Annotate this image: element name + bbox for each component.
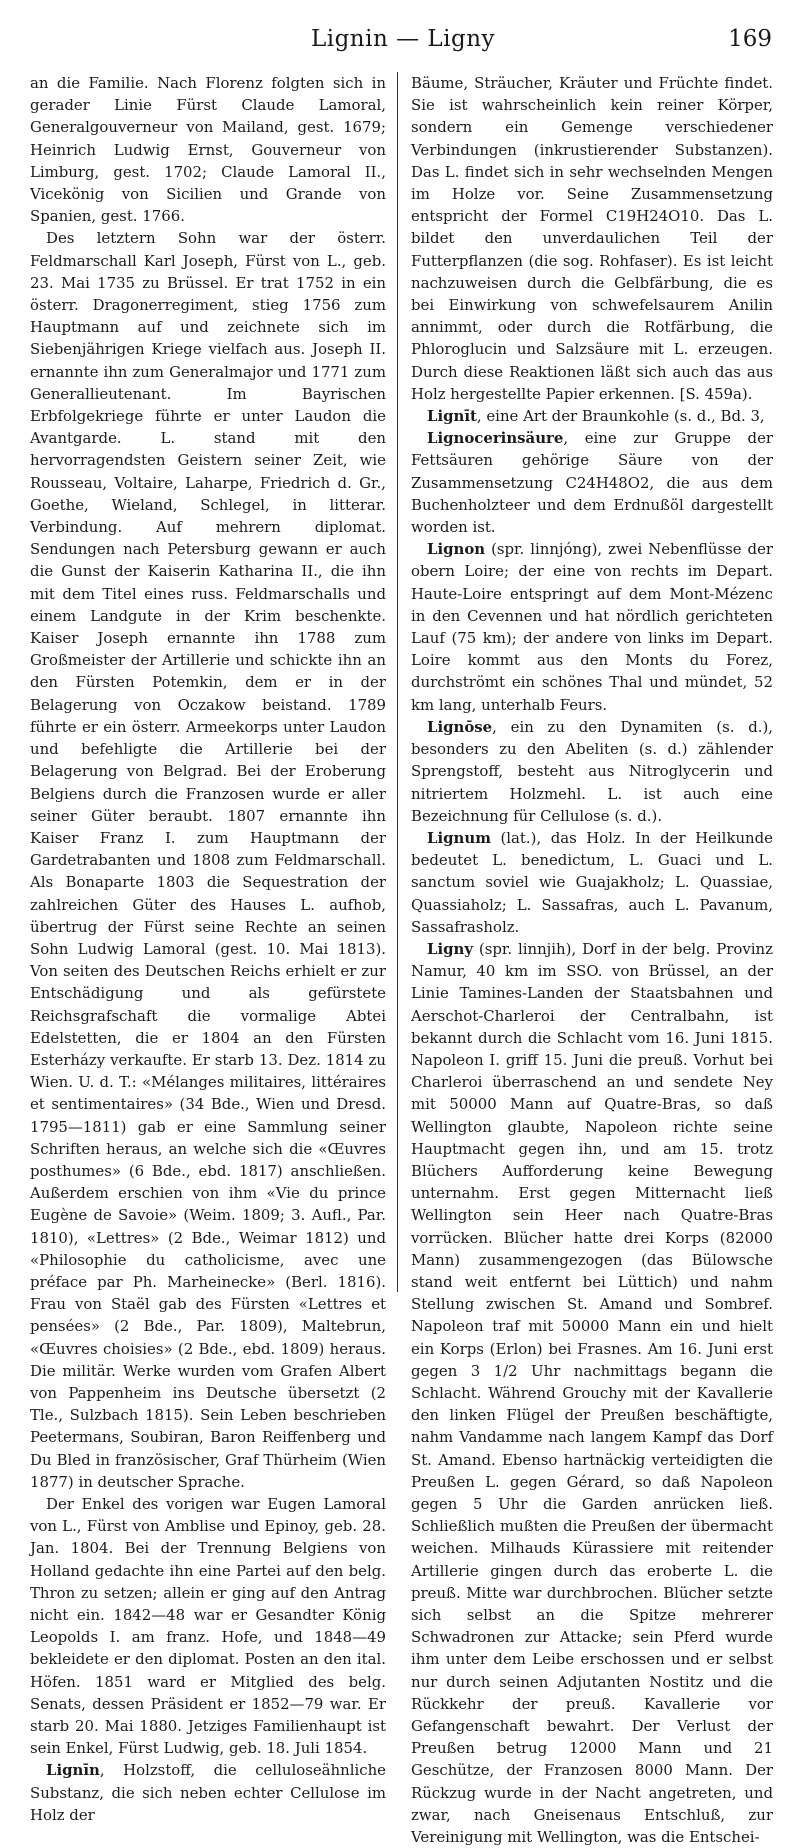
left-column bbox=[30, 72, 386, 1826]
entry-lignocerinsaeure bbox=[411, 427, 773, 538]
headword-lignit: Lignīt bbox=[427, 407, 477, 426]
headword-lignin: Lignīn bbox=[46, 1761, 100, 1780]
headword-lignon: Lignon bbox=[427, 540, 486, 559]
running-head: Lignin — Ligny bbox=[310, 26, 496, 52]
column-divider bbox=[397, 72, 398, 1292]
entry-ligny bbox=[411, 938, 773, 1848]
entry-lignum-text: (lat.), das Holz. In der Heilkunde bedeutet L. benedictum, L. Guaci und L. sanctum soviel wie Guajakholz; L. Quassiae, Quassiaholz; L. Sassafras, auch L. Pavanum, Sassafrasholz. bbox=[411, 828, 773, 936]
entry-lignon bbox=[411, 538, 773, 716]
headword-lignocerinsaeure: Lignocerinsäure bbox=[427, 429, 564, 448]
paragraph-karl-joseph: Des letztern Sohn war der österr. Feldmarschall Karl Joseph, Fürst von L., geb. 23. Mai 1735 zu Brüssel. Er trat 1752 in ein österr. Dragonerregiment, stieg 1756 zum Hauptmann auf und zeichnete sich im Siebenjährigen Kriege vielfach aus. Joseph II. ernannte ihn zum Generalmajor und 1771 zum Generallieutenant. Im Bayrischen Erbfolgekriege führte er unter Laudon die Avantgarde. L. stand mit den hervorragendsten Geistern seiner Zeit, wie Rousseau, Voltaire, Laharpe, Friedrich d. Gr., Goethe, Wieland, Schlegel, in litterar. Verbindung. Auf mehrern diplomat. Sendungen nach Petersburg gewann er auch die Gunst der Kaiserin Katharina II., die ihn mit dem Titel eines russ. Feldmarschalls und einem Landgute in der Krim beschenkte. Kaiser Joseph ernannte ihn 1788 zum Großmeister der Artillerie und schickte ihn an den Fürsten Potemkin, dem er in der Belagerung von Oczakow beistand. 1789 führte er ein österr. Armeekorps unter Laudon und befehligte die Artillerie bei der Belagerung von Belgrad. Bei der Eroberung Belgiens durch die Franzosen wurde er aller seiner Güter beraubt. 1807 ernannte ihn Kaiser Franz I. zum Hauptmann der Gardetrabanten und 1808 zum Feldmarschall. Als Bonaparte 1803 die Sequestration der zahlreichen Güter des Hauses L. aufhob, übertrug der Fürst seine Rechte an seinen Sohn Ludwig Lamoral (gest. 10. Mai 1813). Von seiten des Deutschen Reichs erhielt er zur Entschädigung und als gefürstete Reichsgrafschaft die vormalige Abtei Edelstetten, die er 1804 an den Fürsten Esterházy verkaufte. Er starb 13. Dez. 1814 zu Wien. U. d. T.: «Mélanges militaires, littéraires et sentimentaires» (34 Bde., Wien und Dresd. 1795—1811) gab er eine Sammlung seiner Schriften heraus, an welche sich die «Œuvres posthumes» (6 Bde., ebd. 1817) anschließen. Außerdem erschien von ihm «Vie du prince Eugène de Savoie» (Weim. 1809; 3. Aufl., Par. 1810), «Lettres» (2 Bde., Weimar 1812) und «Philosophie du catholicisme, avec une préface par Ph. Marheinecke» (Berl. 1816). Frau von Staël gab des Fürsten «Lettres et pensées» (2 Bde., Par. 1809), Maltebrun, «Œuvres choisies» (2 Bde., ebd. 1809) heraus. Die militär. Werke wurden vom Grafen Albert von Pappenheim ins Deutsche übersetzt (2 Tle., Sulzbach 1815). Sein Leben beschrieben Peetermans, Soubiran, Baron Reiffenberg und Du Bled in französischer, Graf Thürheim (Wien 1877) in deutscher Sprache. bbox=[30, 229, 386, 1491]
paragraph-family-succession: an die Familie. Nach Florenz folgten sich in gerader Linie Fürst Claude Lamoral, Generalgouverneur von Mailand, gest. 1679; Heinrich Ludwig Ernst, Gouverneur von Limburg, gest. 1702; Claude Lamoral II., Vicekönig von Sicilien und Grande von Spanien, gest. 1766. bbox=[30, 74, 386, 226]
entry-lignit bbox=[411, 405, 773, 427]
paragraph-eugen-lamoral: Der Enkel des vorigen war Eugen Lamoral von L., Fürst von Amblise und Epinoy, geb. 28. Jan. 1804. Bei der Trennung Belgiens von Holland gedachte ihn eine Partei auf den belg. Thron zu setzen; allein er ging auf den Antrag nicht ein. 1842—48 war er Gesandter König Leopolds I. am franz. Hofe, und 1848—49 bekleidete er den diplomat. Posten an den ital. Höfen. 1851 ward er Mitglied des belg. Senats, dessen Präsident er 1852—79 war. Er starb 20. Mai 1880. Jetziges Familienhaupt ist sein Enkel, Fürst Ludwig, geb. 18. Juli 1854. bbox=[30, 1495, 386, 1758]
entry-lignocerinsaeure-text: , eine zur Gruppe der Fettsäuren gehörige Säure von der Zusammensetzung C24H48O2, die aus dem Buchenholzteer und dem Erdnußöl dargestellt worden ist. bbox=[411, 429, 773, 537]
page-number: 169 bbox=[728, 26, 772, 52]
entry-lignum bbox=[411, 827, 773, 938]
right-column bbox=[411, 72, 773, 1848]
entry-lignose bbox=[411, 716, 773, 827]
page-header bbox=[34, 26, 772, 60]
entry-lignin-text: , Holzstoff, die celluloseähnliche Substanz, die sich neben echter Cellulose im Holz der bbox=[30, 1761, 386, 1824]
headword-lignose: Lignōse bbox=[427, 717, 493, 736]
entry-lignin-continued: Bäume, Sträucher, Kräuter und Früchte findet. Sie ist wahrscheinlich kein reiner Körper, sondern ein Gemenge verschiedener Verbindungen (inkrustierender Substanzen). Das L. findet sich in sehr wechselnden Mengen im Holze vor. Seine Zusammensetzung entspricht der Formel C19H24O10. Das L. bildet den unverdaulichen Teil der Futterpflanzen (die sog. Rohfaser). Es ist leicht nachzuweisen durch die Gelbfärbung, die es bei Einwirkung von schwefelsaurem Anilin annimmt, oder durch die Rotfärbung, die Phloroglucin und Salzsäure mit L. erzeugen. Durch diese Reaktionen läßt sich auch das aus Holz hergestellte Papier erkennen. [S. 459a). bbox=[411, 74, 773, 403]
entry-lignose-text: , ein zu den Dynamiten (s. d.), besonders zu den Abeliten (s. d.) zählender Sprengstoff, besteht aus Nitroglycerin und nitriertem Holzmehl. L. ist auch eine Bezeichnung für Cellulose (s. d.). bbox=[411, 717, 773, 825]
entry-lignin bbox=[30, 1759, 386, 1826]
headword-ligny: Ligny bbox=[427, 939, 474, 958]
entry-ligny-text: (spr. linnjih), Dorf in der belg. Provinz Namur, 40 km im SSO. von Brüssel, an der Linie Tamines-Landen der Staatsbahnen und Aerschot-Charleroi der Centralbahn, ist bekannt durch die Schlacht vom 16. Juni 1815. Napoleon I. griff 15. Juni die preuß. Vorhut bei Charleroi überraschend an und sendete Ney mit 50000 Mann auf Quatre-Bras, so daß Wellington glaubte, Napoleon richte seine Hauptmacht gegen ihn, und am 15. trotz Blüchers Aufforderung keine Bewegung unternahm. Erst gegen Mitternacht ließ Wellington sein Heer nach Quatre-Bras vorrücken. Blücher hatte drei Korps (82000 Mann) zusammengezogen (das Bülowsche stand weit entfernt bei Lüttich) und nahm Stellung zwischen St. Amand und Sombref. Napoleon traf mit 50000 Mann ein und hielt ein Korps (Erlon) bei Frasnes. Am 16. Juni erst gegen 3 1/2 Uhr nachmittags begann die Schlacht. Während Grouchy mit der Kavallerie den linken Flügel der Preußen beschäftigte, nahm Vandamme nach langem Kampf das Dorf St. Amand. Ebenso hartnäckig verteidigten die Preußen L. gegen Gérard, so daß Napoleon gegen 5 Uhr die Garden anrücken ließ. Schließlich mußten die Preußen der übermacht weichen. Milhauds Kürassiere mit reitender Artillerie gingen durch das eroberte L. die preuß. Mitte war durchbrochen. Blücher setzte sich selbst an die Spitze mehrerer Schwadronen zur Attacke; sein Pferd wurde ihm unter dem Leibe erschossen und er selbst nur durch seinen Adjutanten Nostitz und die Rückkehr der preuß. Kavallerie vor Gefangenschaft bewahrt. Der Verlust der Preußen betrug 12000 Mann und 21 Geschütze, der Franzosen 8000 Mann. Der Rückzug wurde in der Nacht angetreten, und zwar, nach Gneisenaus Entschluß, zur Vereinigung mit Wellington, was die Entschei- bbox=[411, 939, 773, 1847]
entry-lignit-text: , eine Art der Braunkohle (s. d., Bd. 3, bbox=[476, 407, 765, 426]
entry-lignon-text: (spr. linnjóng), zwei Nebenflüsse der obern Loire; der eine von rechts im Depart. Haute-Loire entspringt auf dem Mont-Mézenc in den Cevennen und hat nördlich gerichteten Lauf (75 km); der andere von links im Depart. Loire kommt aus den Monts du Forez, durchströmt ein schönes Thal und mündet, 52 km lang, unterhalb Feurs. bbox=[411, 540, 773, 714]
headword-lignum: Lignum bbox=[427, 828, 491, 847]
